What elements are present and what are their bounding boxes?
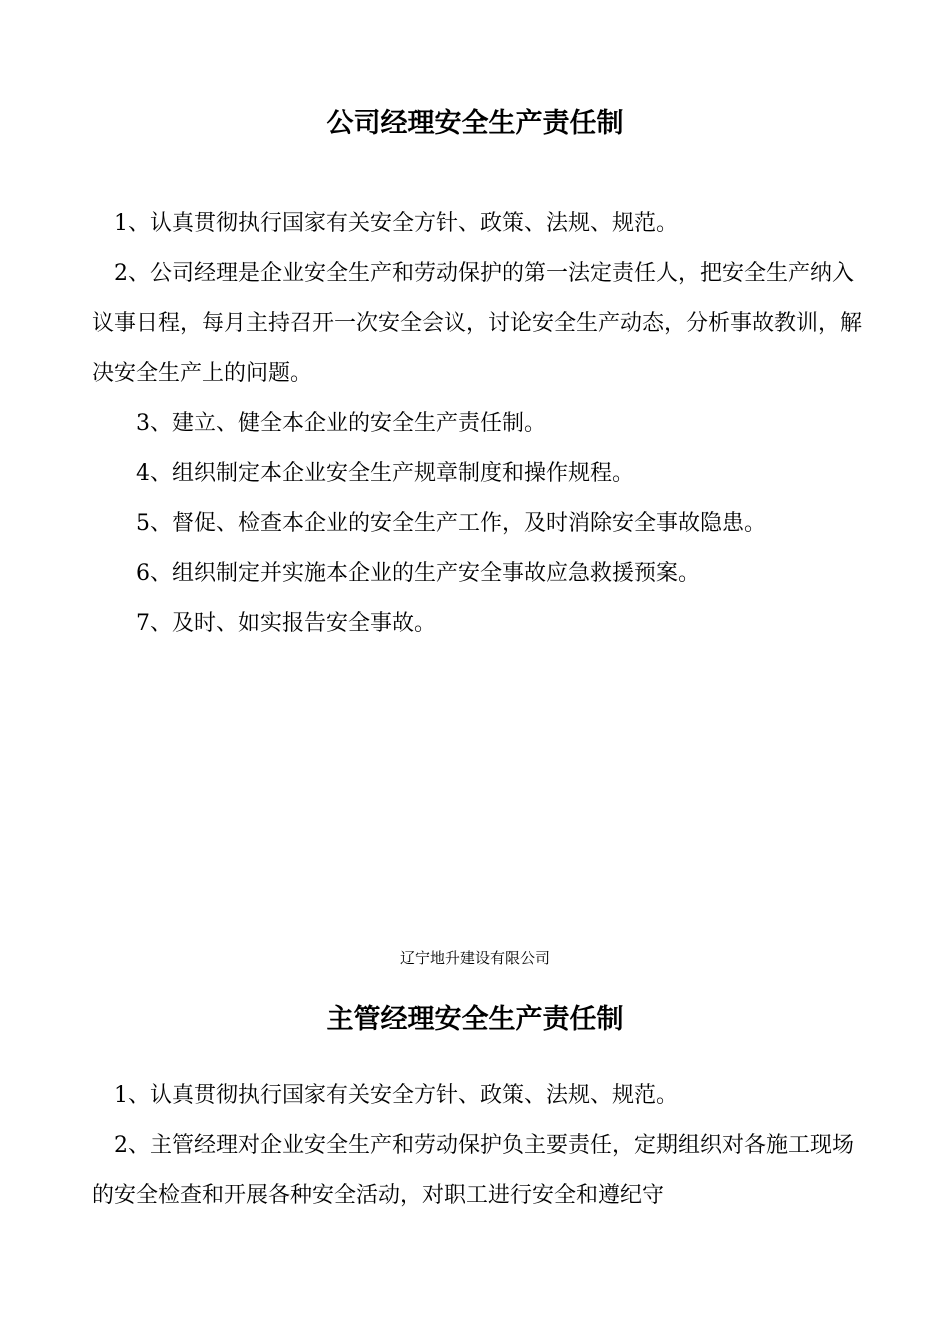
section1-item-7: 7、及时、如实报告安全事故。 [136, 611, 436, 636]
section1-item-6: 6、组织制定并实施本企业的生产安全事故应急救援预案。 [136, 561, 700, 586]
section1-item-5: 5、督促、检查本企业的安全生产工作，及时消除安全事故隐患。 [136, 511, 766, 536]
section1-item-1: 1、认真贯彻执行国家有关安全方针、政策、法规、规范。 [114, 211, 678, 236]
section2-title: 主管经理安全生产责任制 [326, 1004, 624, 1035]
section2-item-2: 2、主管经理对企业安全生产和劳动保护负主要责任，定期组织对各施工现场的安全检查和开展各种安全活动，对职工进行安全和遵纪守 [92, 1133, 854, 1208]
section1-title: 公司经理安全生产责任制 [326, 108, 624, 139]
company-footer: 辽宁地升建设有限公司 [399, 949, 550, 967]
section1-item-4: 4、组织制定本企业安全生产规章制度和操作规程。 [136, 461, 634, 486]
section1-item-2: 2、公司经理是企业安全生产和劳动保护的第一法定责任人，把安全生产纳入议事日程，每月主持召开一次安全会议，讨论安全生产动态，分析事故教训，解决安全生产上的问题。 [92, 261, 863, 386]
section2-item-1: 1、认真贯彻执行国家有关安全方针、政策、法规、规范。 [114, 1083, 678, 1108]
section1-item-3: 3、建立、健全本企业的安全生产责任制。 [136, 411, 546, 436]
